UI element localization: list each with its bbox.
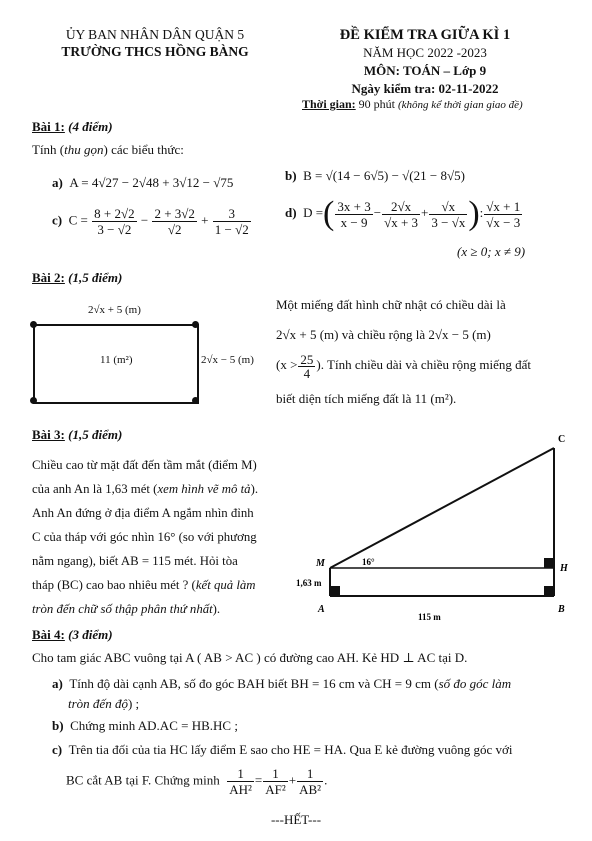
bai4-a (52, 674, 572, 714)
line-of-sight (330, 448, 554, 568)
bai1-a-label: a) (52, 175, 63, 190)
bai4-c-text-2: BC cắt AB tại F. Chứng minh (66, 772, 220, 788)
bai2-text-4: biết diện tích miếng đất là 11 (m²). (276, 391, 457, 406)
right-angle-h (544, 558, 554, 568)
bai1-c-label: c) (52, 212, 63, 228)
bai1-instruction (32, 142, 184, 158)
bai2-text-1: Một miếng đất hình chữ nhật có chiều dài là (276, 297, 506, 312)
bai3-line: C của tháp với góc nhìn 16° (so với phương (32, 530, 257, 544)
bai3-title: Bài 3: (32, 427, 65, 442)
school-year: NĂM HỌC 2022 -2023 (363, 45, 487, 60)
bai3-line: Chiều cao từ mặt đất đến tầm mắt (điểm M) (32, 458, 257, 472)
time-label: Thời gian: (302, 97, 356, 111)
exam-date: Ngày kiểm tra: 02-11-2022 (351, 81, 499, 96)
bai2-figure (28, 302, 278, 412)
instr-a: Tính ( (32, 142, 65, 157)
tower-figure (290, 428, 580, 623)
bai1-c: c) C = $\frac{8 + 2√2}{3 - √2}$ − $\frac{2 + 3√2}{√2}$ + $\frac{3}{1 - √2}$ (52, 206, 249, 237)
c4-frac-1: $\frac{1}{\text{AH²}}$ (229, 766, 252, 797)
bai4-c (52, 742, 513, 758)
exam-time (302, 97, 523, 112)
exam-title: ĐỀ KIỂM TRA GIỮA KÌ 1 (339, 27, 511, 43)
district-name: ỦY BAN NHÂN DÂN QUẬN 5 (65, 27, 245, 42)
bai4-c-formula: BC cắt AB tại F. Chứng minh $\frac{1}{\text{AH²}}$ = $\frac{1}{\text{AF²}}$ + $\frac{1}{\text{AB²}}$ . (66, 766, 328, 797)
bai1-a (52, 175, 233, 191)
bai4-b (52, 718, 238, 734)
fig-side-label: 2√x − 5 (m) (201, 354, 254, 366)
instr-c: ) các biểu thức: (103, 142, 184, 157)
bai4-c-label: c) (52, 742, 63, 757)
label-h: H (560, 563, 568, 574)
time-value: 90 phút (355, 97, 399, 111)
bai2-points: (1,5 điểm) (64, 270, 123, 285)
bai1-b-expr: B = √(14 − 6√5) − √(21 − 8√5) (303, 168, 465, 183)
instr-b: thu gọn (64, 142, 104, 157)
bai2-text (276, 290, 576, 414)
c4-frac-3: $\frac{1}{\text{AB²}}$ (299, 766, 322, 797)
bai2-text-2: 2√x + 5 (m) và chiều rộng là 2√x − 5 (m) (276, 327, 491, 342)
bai1-points: (4 điểm) (64, 119, 113, 134)
bai3-line: Anh An đứng ở địa điểm A ngắm nhìn đỉnh (32, 506, 254, 520)
bai2-title: Bài 2: (32, 270, 65, 285)
bai1-d-condition: (x ≥ 0; x ≠ 9) (457, 244, 526, 259)
bai4-a-italic-2: tròn đến độ (68, 696, 128, 711)
label-b: B (558, 604, 565, 615)
c-frac-3: $\frac{3}{1 - √2}$ (214, 206, 249, 237)
bai4-b-label: b) (52, 718, 64, 733)
time-note: (không kể thời gian giao đề) (398, 99, 523, 111)
bai3-heading (32, 427, 122, 443)
bai1-d-prefix: D = (303, 204, 324, 220)
corner-dot (30, 397, 37, 404)
bai1-heading (32, 119, 113, 135)
corner-dot (30, 321, 37, 328)
c-frac-1: $\frac{8 + 2√2}{3 - √2}$ (94, 206, 135, 237)
bai1-b (285, 168, 465, 184)
bai4-b-text: Chứng minh AD.AC = HB.HC ; (70, 718, 238, 733)
fig-top-label: 2√x + 5 (m) (88, 304, 141, 316)
bai3-line: của anh An là 1,63 mét (xem hình vẽ mô tả). (32, 482, 259, 496)
end-marker: ---HẾT--- (270, 812, 322, 827)
d-frac-4: $\frac{√x + 1}{√x - 3}$ (486, 198, 521, 230)
bai1-d-label: d) (285, 204, 297, 220)
bai4-c-text: Trên tia đối của tia HC lấy điểm E sao cho HE = HA. Qua E kẻ đường vuông góc với (68, 742, 513, 757)
bai3-line: tháp (BC) cao bao nhiêu mét ? (kết quả làm (32, 578, 256, 592)
corner-dot (192, 397, 199, 404)
bai4-intro: Cho tam giác ABC vuông tại A ( AB > AC ) có đường cao AH. Kẻ HD ⊥ AC tại D. (32, 650, 468, 665)
exam-subject: MÔN: TOÁN – Lớp 9 (363, 63, 487, 78)
bai3-points: (1,5 điểm) (64, 427, 123, 442)
c4-frac-2: $\frac{1}{\text{AF²}}$ (265, 766, 286, 797)
header-right (300, 26, 550, 98)
label-height: 1,63 m (296, 578, 322, 588)
label-a: A (318, 604, 325, 615)
d-frac-3: $\frac{√x}{3 - √x}$ (431, 198, 466, 230)
bai4-a-italic: số đo góc làm (438, 676, 512, 691)
label-base: 115 m (418, 612, 441, 622)
corner-dot (192, 321, 199, 328)
school-name: TRƯỜNG THCS HỒNG BÀNG (61, 44, 249, 59)
c-frac-2: $\frac{2 + 3√2}{√2}$ (154, 206, 195, 237)
bai3-text (32, 453, 282, 621)
bai4-a-text: Tính độ dài cạnh AB, số đo góc BAH biết BH = 16 cm và CH = 9 cm ( (69, 676, 439, 691)
d-frac-2: $\frac{2√x}{√x + 3}$ (384, 198, 419, 230)
bai4-a-label: a) (52, 676, 63, 691)
label-m: M (316, 558, 325, 569)
bai4-heading (32, 627, 113, 643)
bai4-points: (3 điểm) (64, 627, 113, 642)
bai1-title: Bài 1: (32, 119, 65, 134)
bai1-b-label: b) (285, 168, 297, 183)
bai3-line: nằm ngang), biết AB = 115 mét. Hỏi tòa (32, 554, 238, 568)
label-c: C (558, 434, 566, 445)
bai4-a-end: ) ; (127, 696, 140, 711)
d-frac-1: $\frac{3x + 3}{x - 9}$ (337, 198, 371, 230)
bai3-line: tròn đến chữ số thập phân thứ nhất). (32, 602, 221, 616)
header-left (40, 26, 270, 60)
label-angle: 16° (362, 557, 375, 567)
right-angle-a (330, 586, 340, 596)
right-angle-b (544, 586, 554, 596)
bai2-text-3: (x > $\frac{25}{4}$ ). Tính chiều dài và chiều rộng miếng đất (276, 351, 531, 381)
bai2-heading (32, 270, 122, 286)
bai4-title: Bài 4: (32, 627, 65, 642)
bai1-d: d) D =( $\frac{3x + 3}{x - 9}$ − $\frac{2√x}{√x + 3}$ + $\frac{√x}{3 - √x}$ ): $\frac{√x + 1}{√x - 3}$ (285, 195, 521, 232)
bai1-a-expr: A = 4√27 − 2√48 + 3√12 − √75 (69, 175, 234, 190)
bai1-c-prefix: C = (68, 212, 88, 228)
fig-area-label: 11 (m²) (100, 354, 133, 366)
